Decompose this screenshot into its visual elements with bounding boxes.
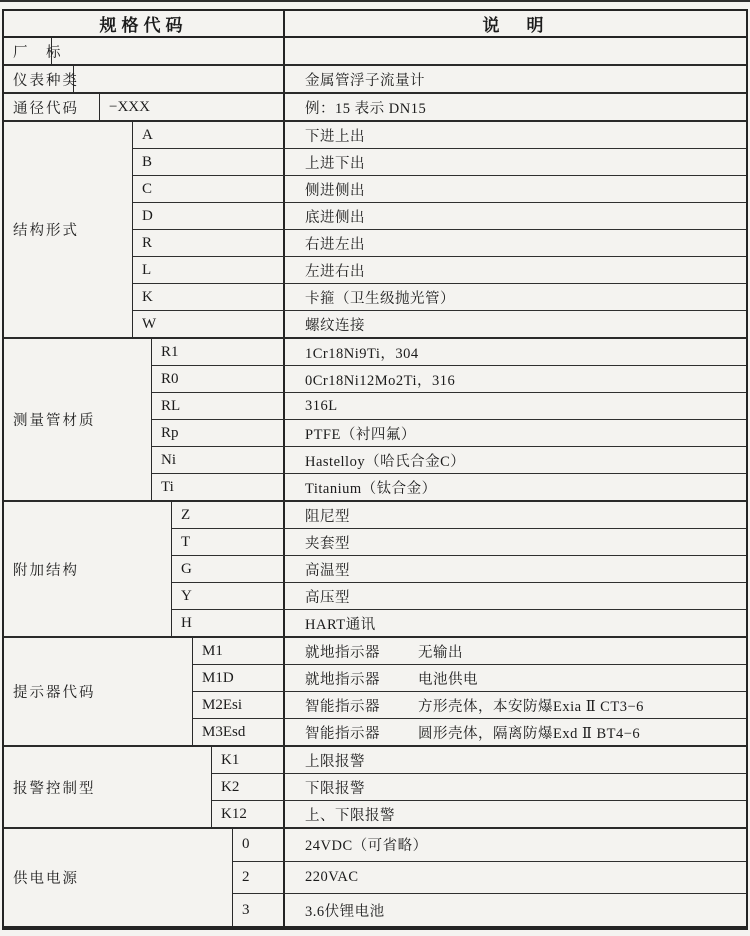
desc-cell	[285, 529, 746, 555]
desc-cell	[285, 38, 746, 64]
desc-cell	[285, 747, 746, 773]
desc-text: 3.6伏锂电池	[305, 903, 385, 920]
code-cell: M1D	[193, 665, 285, 691]
table-row	[172, 528, 746, 555]
table-row	[133, 310, 746, 337]
group-power-supply	[4, 829, 746, 926]
desc-text: 卡箍（卫生级抛光管）	[305, 290, 455, 307]
code-cell: M3Esd	[193, 719, 285, 745]
code-cell: H	[172, 610, 285, 636]
desc-text: Hastelloy（哈氏合金C）	[305, 453, 466, 470]
code-cell: K1	[212, 747, 285, 773]
desc-cell	[285, 829, 746, 861]
table-row	[74, 66, 746, 92]
code-cell	[74, 66, 285, 92]
desc-cell	[285, 94, 746, 120]
desc-text: 0Cr18Ni12Mo2Ti，316	[305, 372, 456, 389]
group-diameter-code	[4, 94, 746, 122]
desc-text: Titanium（钛合金）	[305, 480, 437, 497]
table-row	[212, 800, 746, 827]
table-row	[172, 582, 746, 609]
code-cell: −XXX	[100, 94, 285, 120]
code-cell: C	[133, 176, 285, 202]
desc-cell	[285, 203, 746, 229]
code-cell: RL	[152, 393, 285, 419]
code-cell: B	[133, 149, 285, 175]
desc-cell	[285, 665, 746, 691]
desc-text: PTFE（衬四氟）	[305, 426, 416, 443]
group-structure-form	[4, 122, 746, 339]
code-cell: W	[133, 311, 285, 337]
group-label: 结构形式	[4, 122, 133, 337]
table-row	[152, 419, 746, 446]
desc-cell	[285, 638, 746, 664]
desc-text: 24VDC（可省略）	[305, 838, 428, 855]
code-cell: D	[133, 203, 285, 229]
desc-text: 金属管浮子流量计	[305, 72, 425, 89]
group-rows	[193, 638, 746, 745]
table-row	[193, 718, 746, 745]
table-row	[193, 691, 746, 718]
desc-text-secondary: 方形壳体，本安防爆Exia Ⅱ CT3−6	[418, 698, 644, 715]
desc-text: 智能指示器	[305, 725, 380, 742]
code-cell: 0	[233, 829, 285, 861]
table-row	[233, 829, 746, 861]
spec-code-table	[2, 9, 748, 930]
desc-cell	[285, 502, 746, 528]
table-row	[193, 664, 746, 691]
table-row	[152, 446, 746, 473]
desc-text: 底进侧出	[305, 209, 365, 226]
code-cell: 3	[233, 894, 285, 926]
desc-text: 316L	[305, 397, 338, 414]
code-cell: Y	[172, 583, 285, 609]
desc-text: 高压型	[305, 589, 350, 606]
desc-text: HART通讯	[305, 616, 376, 633]
desc-cell	[285, 583, 746, 609]
group-tube-material	[4, 339, 746, 502]
code-cell: L	[133, 257, 285, 283]
table-row	[172, 609, 746, 636]
desc-cell	[285, 284, 746, 310]
header-description: 说 明	[482, 16, 549, 35]
code-cell: K12	[212, 801, 285, 827]
desc-text: 1Cr18Ni9Ti，304	[305, 345, 419, 362]
group-label: 仪表种类	[4, 66, 74, 92]
top-rule-divider	[0, 0, 750, 2]
desc-cell	[285, 420, 746, 446]
table-row	[233, 861, 746, 894]
table-row	[52, 38, 746, 64]
desc-cell	[285, 862, 746, 894]
desc-text: 220VAC	[305, 869, 359, 885]
desc-cell	[285, 393, 746, 419]
table-row	[212, 773, 746, 800]
table-row	[172, 555, 746, 582]
group-additional-structure	[4, 502, 746, 638]
table-row	[133, 283, 746, 310]
desc-cell	[285, 366, 746, 392]
group-rows	[133, 122, 746, 337]
table-row	[233, 893, 746, 926]
desc-text: 高温型	[305, 562, 350, 579]
desc-cell	[285, 719, 746, 745]
group-label: 通径代码	[4, 94, 100, 120]
header-spec-code: 规格代码	[4, 11, 285, 36]
desc-cell	[285, 311, 746, 337]
group-label: 厂 标	[4, 38, 52, 64]
table-row	[193, 638, 746, 664]
group-rows	[152, 339, 746, 500]
desc-cell	[285, 176, 746, 202]
table-row	[152, 339, 746, 365]
desc-cell	[285, 556, 746, 582]
desc-text: 下进上出	[305, 128, 365, 145]
group-label: 报警控制型	[4, 747, 212, 827]
group-factory-mark	[4, 38, 746, 66]
desc-text: 例：15 表示 DN15	[305, 100, 427, 117]
code-cell: Z	[172, 502, 285, 528]
code-cell: T	[172, 529, 285, 555]
code-cell: K2	[212, 774, 285, 800]
code-cell: M2Esi	[193, 692, 285, 718]
group-instrument-type	[4, 66, 746, 94]
desc-text: 上、下限报警	[305, 807, 395, 824]
code-cell: A	[133, 122, 285, 148]
desc-cell	[285, 894, 746, 926]
group-rows	[74, 66, 746, 92]
code-cell: R0	[152, 366, 285, 392]
desc-text: 阻尼型	[305, 508, 350, 525]
desc-text-secondary: 电池供电	[418, 671, 478, 688]
code-cell: 2	[233, 862, 285, 894]
desc-cell	[285, 257, 746, 283]
table-row	[152, 365, 746, 392]
table-row	[212, 747, 746, 773]
table-row	[172, 502, 746, 528]
code-cell: R1	[152, 339, 285, 365]
desc-text: 上限报警	[305, 753, 365, 770]
table-row	[100, 94, 746, 120]
desc-text: 就地指示器	[305, 671, 380, 688]
table-row	[152, 392, 746, 419]
table-header-row	[4, 11, 746, 38]
desc-text-secondary: 圆形壳体，隔离防爆Exd Ⅱ BT4−6	[418, 725, 641, 742]
table-row	[133, 175, 746, 202]
desc-text: 夹套型	[305, 535, 350, 552]
group-rows	[212, 747, 746, 827]
group-label: 附加结构	[4, 502, 172, 636]
desc-text: 右进左出	[305, 236, 365, 253]
code-cell: Ti	[152, 474, 285, 500]
table-row	[133, 256, 746, 283]
table-row	[133, 202, 746, 229]
code-cell: Ni	[152, 447, 285, 473]
group-label: 供电电源	[4, 829, 233, 926]
group-rows	[52, 38, 746, 64]
desc-text-secondary: 无输出	[418, 644, 463, 661]
group-rows	[233, 829, 746, 926]
desc-cell	[285, 66, 746, 92]
group-label: 提示器代码	[4, 638, 193, 745]
group-alarm-control	[4, 747, 746, 829]
desc-cell	[285, 339, 746, 365]
table-row	[133, 148, 746, 175]
desc-cell	[285, 149, 746, 175]
desc-cell	[285, 801, 746, 827]
table-row	[152, 473, 746, 500]
desc-text: 就地指示器	[305, 644, 380, 661]
desc-cell	[285, 447, 746, 473]
desc-text: 上进下出	[305, 155, 365, 172]
desc-cell	[285, 610, 746, 636]
group-rows	[100, 94, 746, 120]
desc-text: 左进右出	[305, 263, 365, 280]
desc-cell	[285, 230, 746, 256]
code-cell: R	[133, 230, 285, 256]
code-cell	[52, 38, 285, 64]
code-cell: M1	[193, 638, 285, 664]
code-cell: K	[133, 284, 285, 310]
group-label: 测量管材质	[4, 339, 152, 500]
desc-cell	[285, 774, 746, 800]
desc-text: 下限报警	[305, 780, 365, 797]
desc-text: 侧进侧出	[305, 182, 365, 199]
desc-cell	[285, 692, 746, 718]
desc-text: 螺纹连接	[305, 317, 365, 334]
code-cell: G	[172, 556, 285, 582]
group-rows	[172, 502, 746, 636]
table-row	[133, 229, 746, 256]
table-row	[133, 122, 746, 148]
code-cell: Rp	[152, 420, 285, 446]
group-indicator-code	[4, 638, 746, 747]
desc-text: 智能指示器	[305, 698, 380, 715]
desc-cell	[285, 474, 746, 500]
desc-cell	[285, 122, 746, 148]
